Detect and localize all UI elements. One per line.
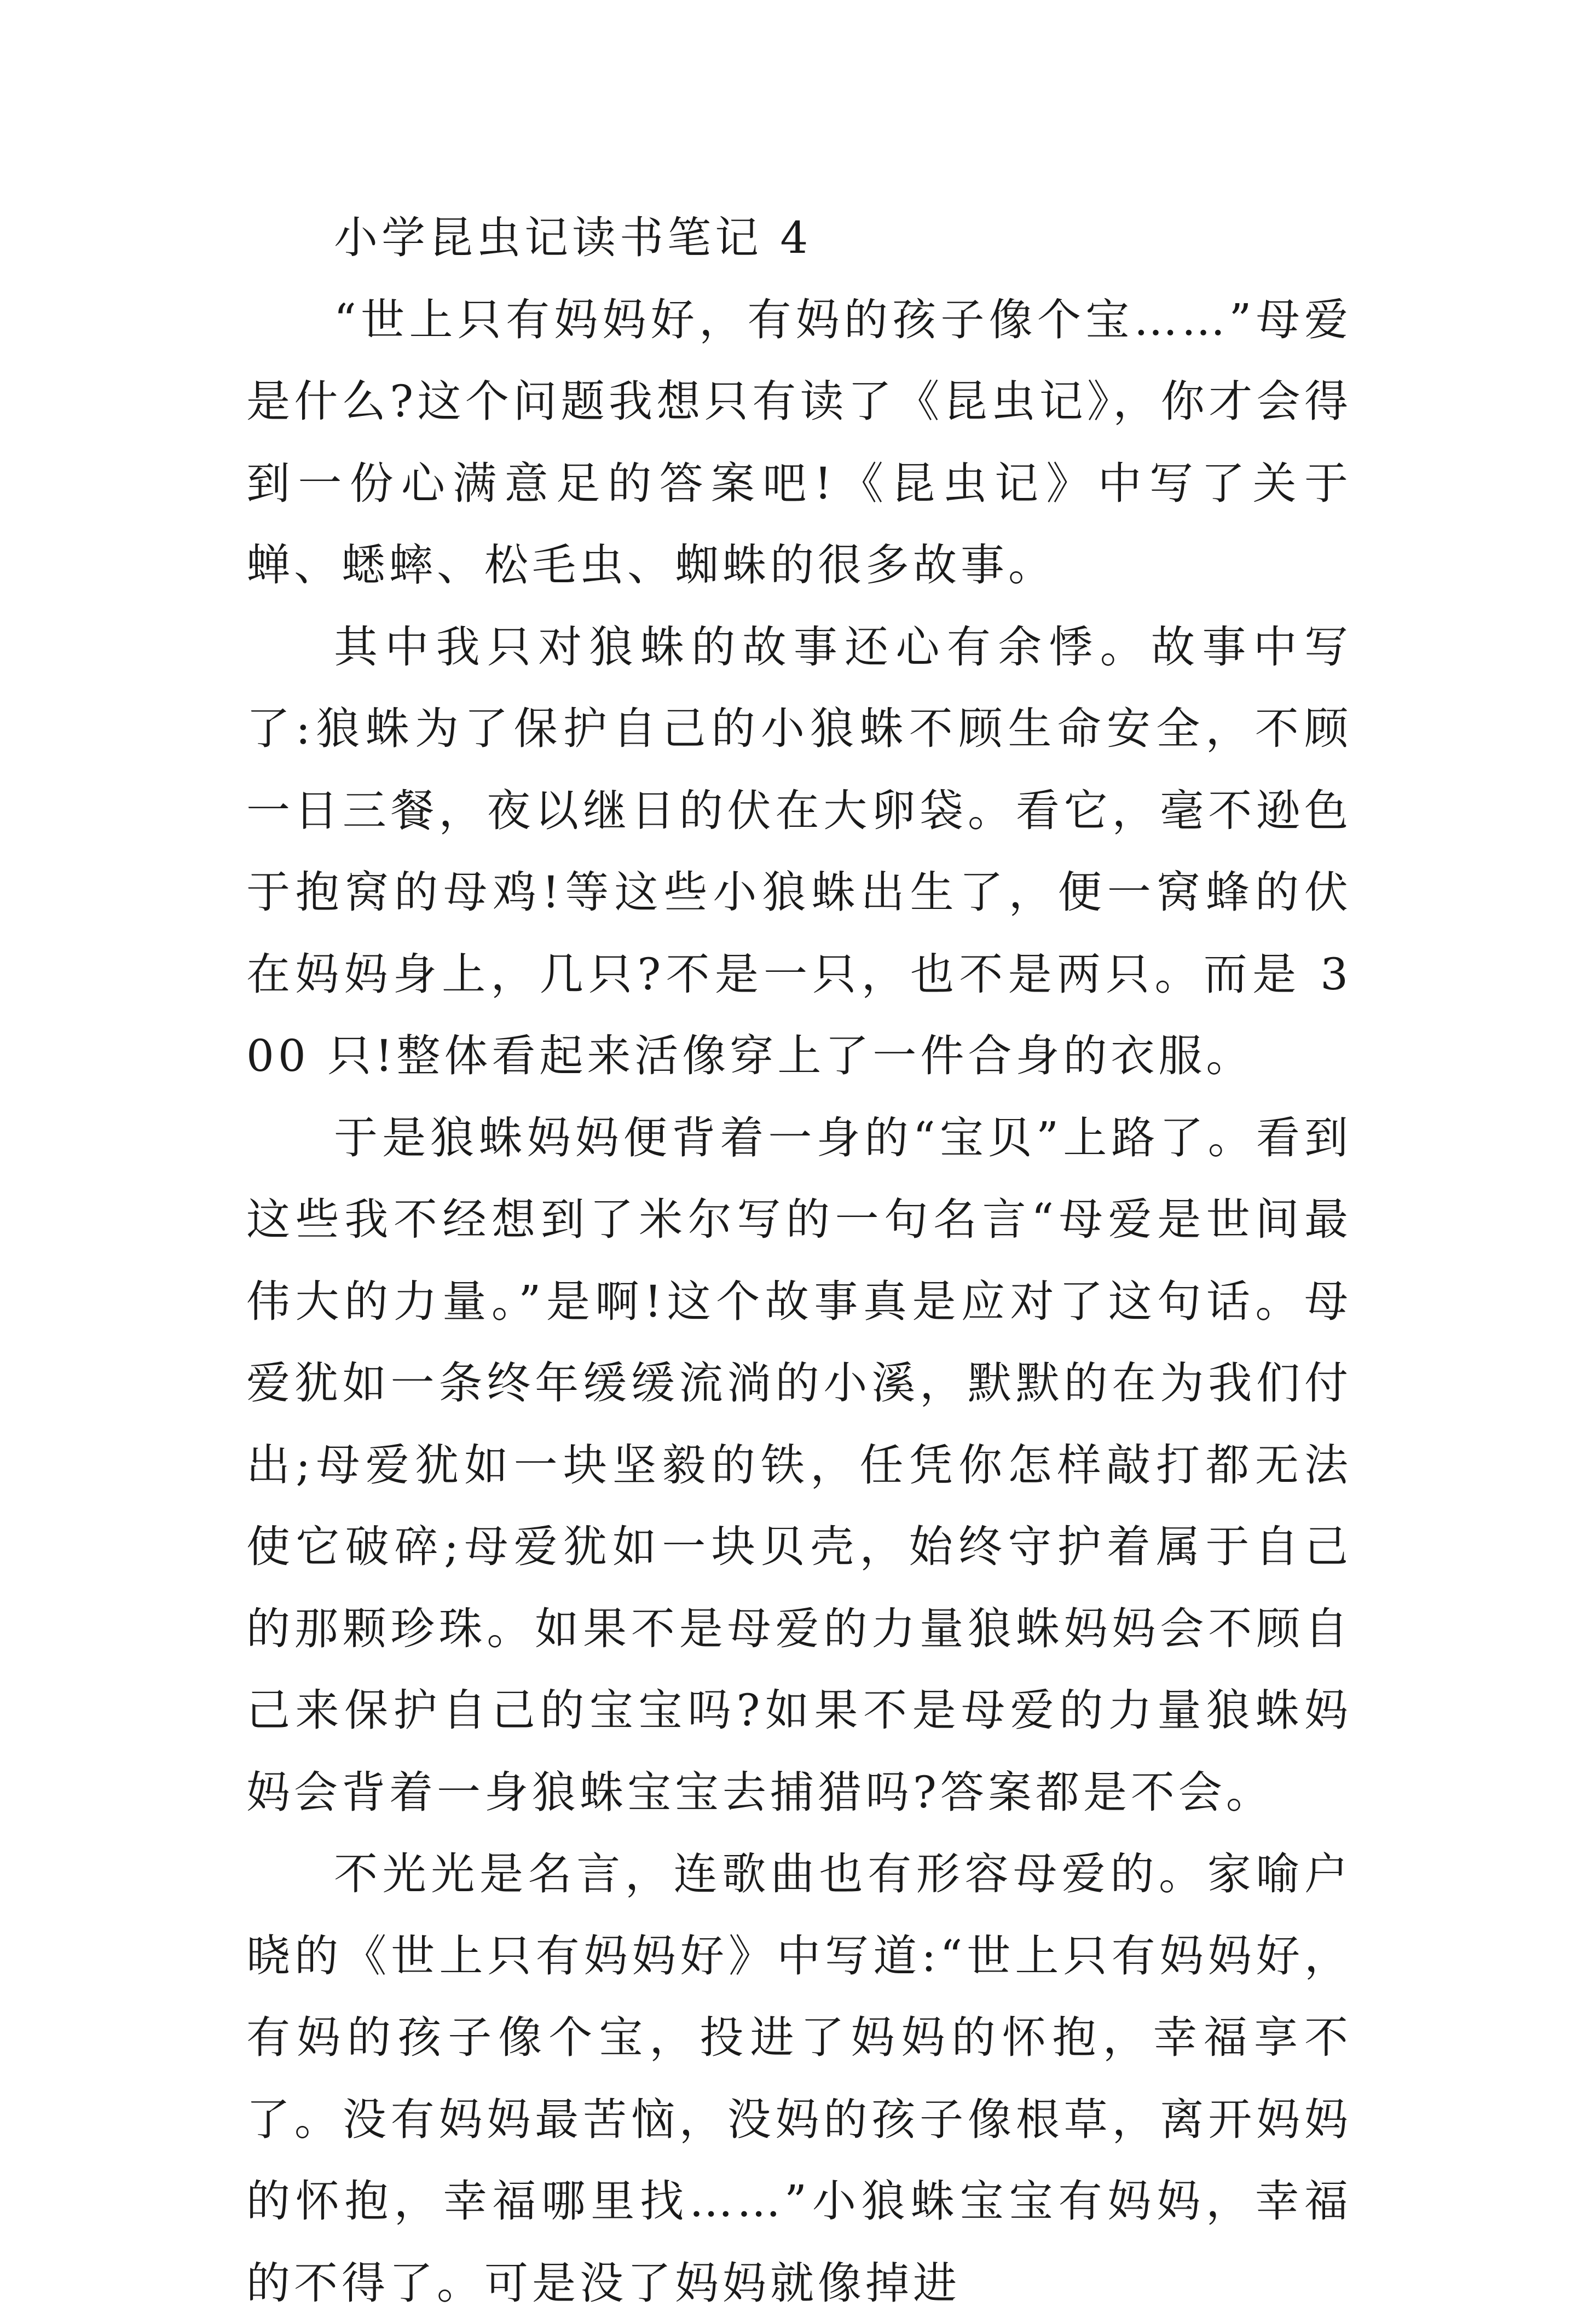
paragraph-2: 其中我只对狼蛛的故事还心有余悸。故事中写了:狼蛛为了保护自己的小狼蛛不顾生命安全，不顾一日三餐，夜以继日的伏在大卵袋。看它，毫不逊色于抱窝的母鸡!等这些小狼蛛出生了，便一窝蜂的伏在妈妈身上，几只?不是一只，也不是两只。而是 300 只!整体看起来活像穿上了一件合身的衣服。 <box>246 621 1352 1081</box>
paragraph-1: “世上只有妈妈好，有妈的孩子像个宝……”母爱是什么?这个问题我想只有读了《昆虫记》，你才会得到一份心满意足的答案吧!《昆虫记》中写了关于蝉、蟋蟀、松毛虫、蜘蛛的很多故事。 <box>246 294 1352 590</box>
document-body <box>246 197 1352 2324</box>
paragraph-4: 不光光是名言，连歌曲也有形容母爱的。家喻户晓的《世上只有妈妈好》中写道:“世上只有妈妈好，有妈的孩子像个宝，投进了妈妈的怀抱，幸福享不了。没有妈妈最苦恼，没妈的孩子像根草，离开妈妈的怀抱，幸福哪里找……”小狼蛛宝宝有妈妈，幸福的不得了。可是没了妈妈就像掉进 <box>246 1848 1352 2309</box>
paragraph-3: 于是狼蛛妈妈便背着一身的“宝贝”上路了。看到这些我不经想到了米尔写的一句名言“母爱是世间最伟大的力量。”是啊!这个故事真是应对了这句话。母爱犹如一条终年缓缓流淌的小溪，默默的在为我们付出;母爱犹如一块坚毅的铁，任凭你怎样敲打都无法使它破碎;母爱犹如一块贝壳，始终守护着属于自己的那颗珍珠。如果不是母爱的力量狼蛛妈妈会不顾自己来保护自己的宝宝吗?如果不是母爱的力量狼蛛妈妈会背着一身狼蛛宝宝去捕猎吗?答案都是不会。 <box>246 1112 1352 1818</box>
document-title: 小学昆虫记读书笔记 4 <box>334 212 812 263</box>
